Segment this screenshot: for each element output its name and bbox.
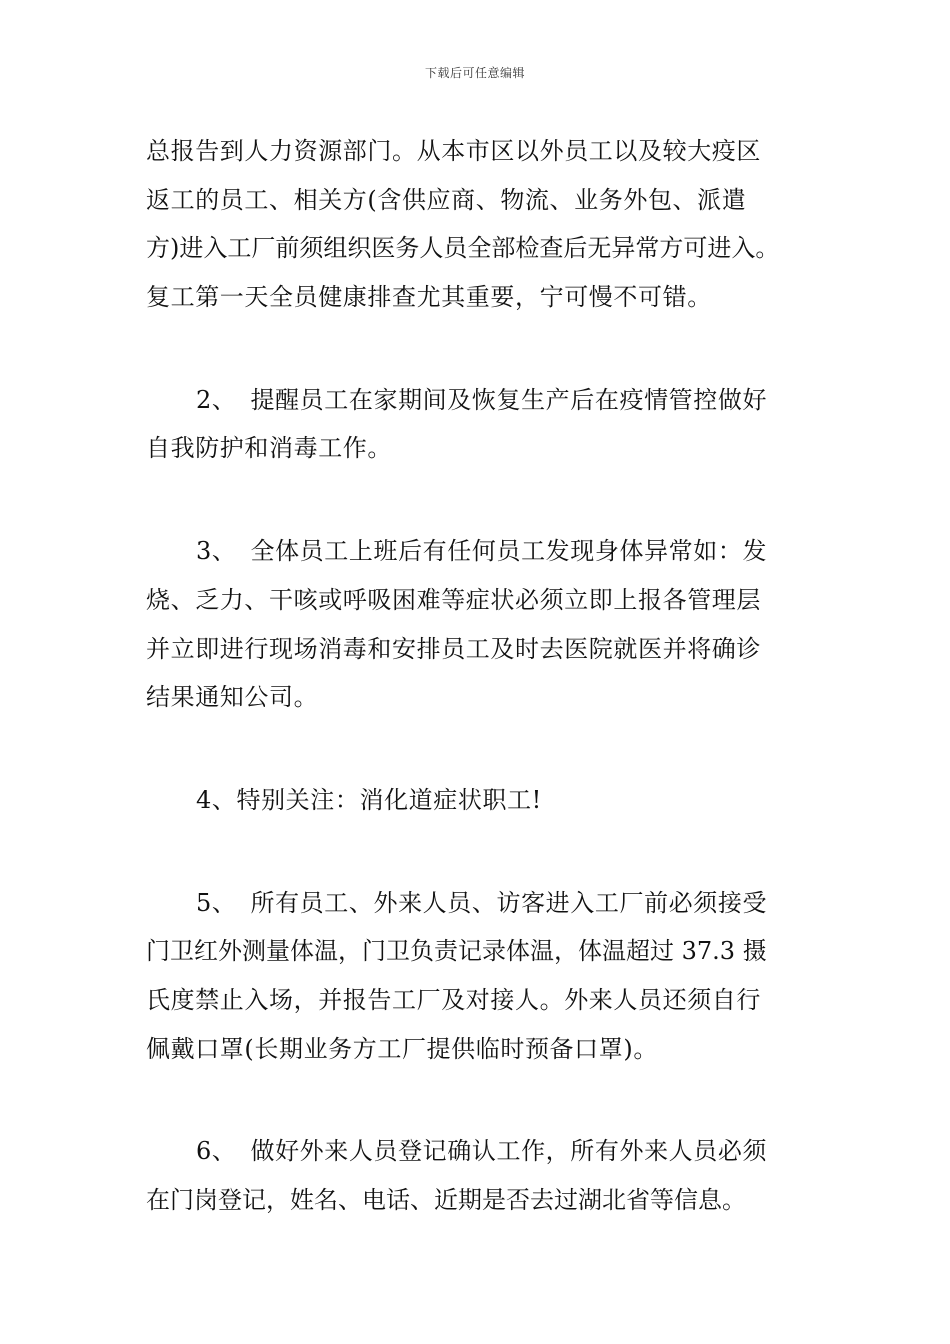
paragraph-line: 在门岗登记，姓名、电话、近期是否去过湖北省等信息。 xyxy=(146,1186,746,1214)
paragraph-spacer xyxy=(146,473,814,527)
paragraph-text: 全体员工上班后有任何员工发现身体异常如：发 xyxy=(250,537,768,566)
paragraph-line: 自我防护和消毒工作。 xyxy=(146,434,392,463)
paragraph-line: 佩戴口罩(长期业务方工厂提供临时预备口罩)。 xyxy=(146,1034,658,1063)
paragraph-line: 总报告到人力资源部门。从本市区以外员工以及较大疫区 xyxy=(146,137,761,165)
paragraph-spacer xyxy=(146,825,814,879)
paragraph-2 xyxy=(146,376,814,473)
list-number: 2、 xyxy=(196,385,237,414)
paragraph-text: 提醒员工在家期间及恢复生产后在疫情管控做好 xyxy=(250,385,768,414)
paragraph-spacer xyxy=(146,322,814,376)
paragraph-line: 氏度禁止入场，并报告工厂及对接人。外来人员还须自行 xyxy=(146,985,761,1014)
paragraph-line xyxy=(146,376,814,425)
list-number: 4、 xyxy=(196,785,237,814)
paragraph-1 xyxy=(146,127,814,322)
paragraph-text: 所有员工、外来人员、访客进入工厂前必须接受 xyxy=(250,888,768,917)
paragraph-4 xyxy=(146,776,814,825)
list-number: 3、 xyxy=(196,537,237,566)
paragraph-6 xyxy=(146,1127,814,1224)
paragraph-line: 并立即进行现场消毒和安排员工及时去医院就医并将确诊 xyxy=(146,634,761,663)
paragraph-text: 特别关注：消化道症状职工! xyxy=(236,785,542,814)
paragraph-line xyxy=(146,776,814,825)
paragraph-line: 结果通知公司。 xyxy=(146,683,319,712)
document-body xyxy=(146,127,814,1225)
list-number: 6、 xyxy=(196,1137,237,1166)
paragraph-line: 方)进入工厂前须组织医务人员全部检查后无异常方可进入。 xyxy=(146,234,780,263)
paragraph-line xyxy=(146,527,814,576)
paragraph-5 xyxy=(146,879,814,1074)
paragraph-line: 返工的员工、相关方(含供应商、物流、业务外包、派遣 xyxy=(146,185,747,214)
paragraph-3 xyxy=(146,527,814,722)
page-header: 下载后可任意编辑 xyxy=(424,66,525,80)
list-number: 5、 xyxy=(196,888,237,917)
paragraph-line: 复工第一天全员健康排查尤其重要，宁可慢不可错。 xyxy=(146,283,712,312)
paragraph-spacer xyxy=(146,1073,814,1127)
paragraph-line: 烧、乏力、干咳或呼吸困难等症状必须立即上报各管理层 xyxy=(146,585,761,614)
paragraph-line: 门卫红外测量体温，门卫负责记录体温，体温超过 37.3 摄 xyxy=(146,937,767,966)
paragraph-line xyxy=(146,879,814,928)
paragraph-text: 做好外来人员登记确认工作，所有外来人员必须 xyxy=(250,1137,768,1166)
paragraph-spacer xyxy=(146,722,814,776)
paragraph-line xyxy=(146,1127,814,1176)
